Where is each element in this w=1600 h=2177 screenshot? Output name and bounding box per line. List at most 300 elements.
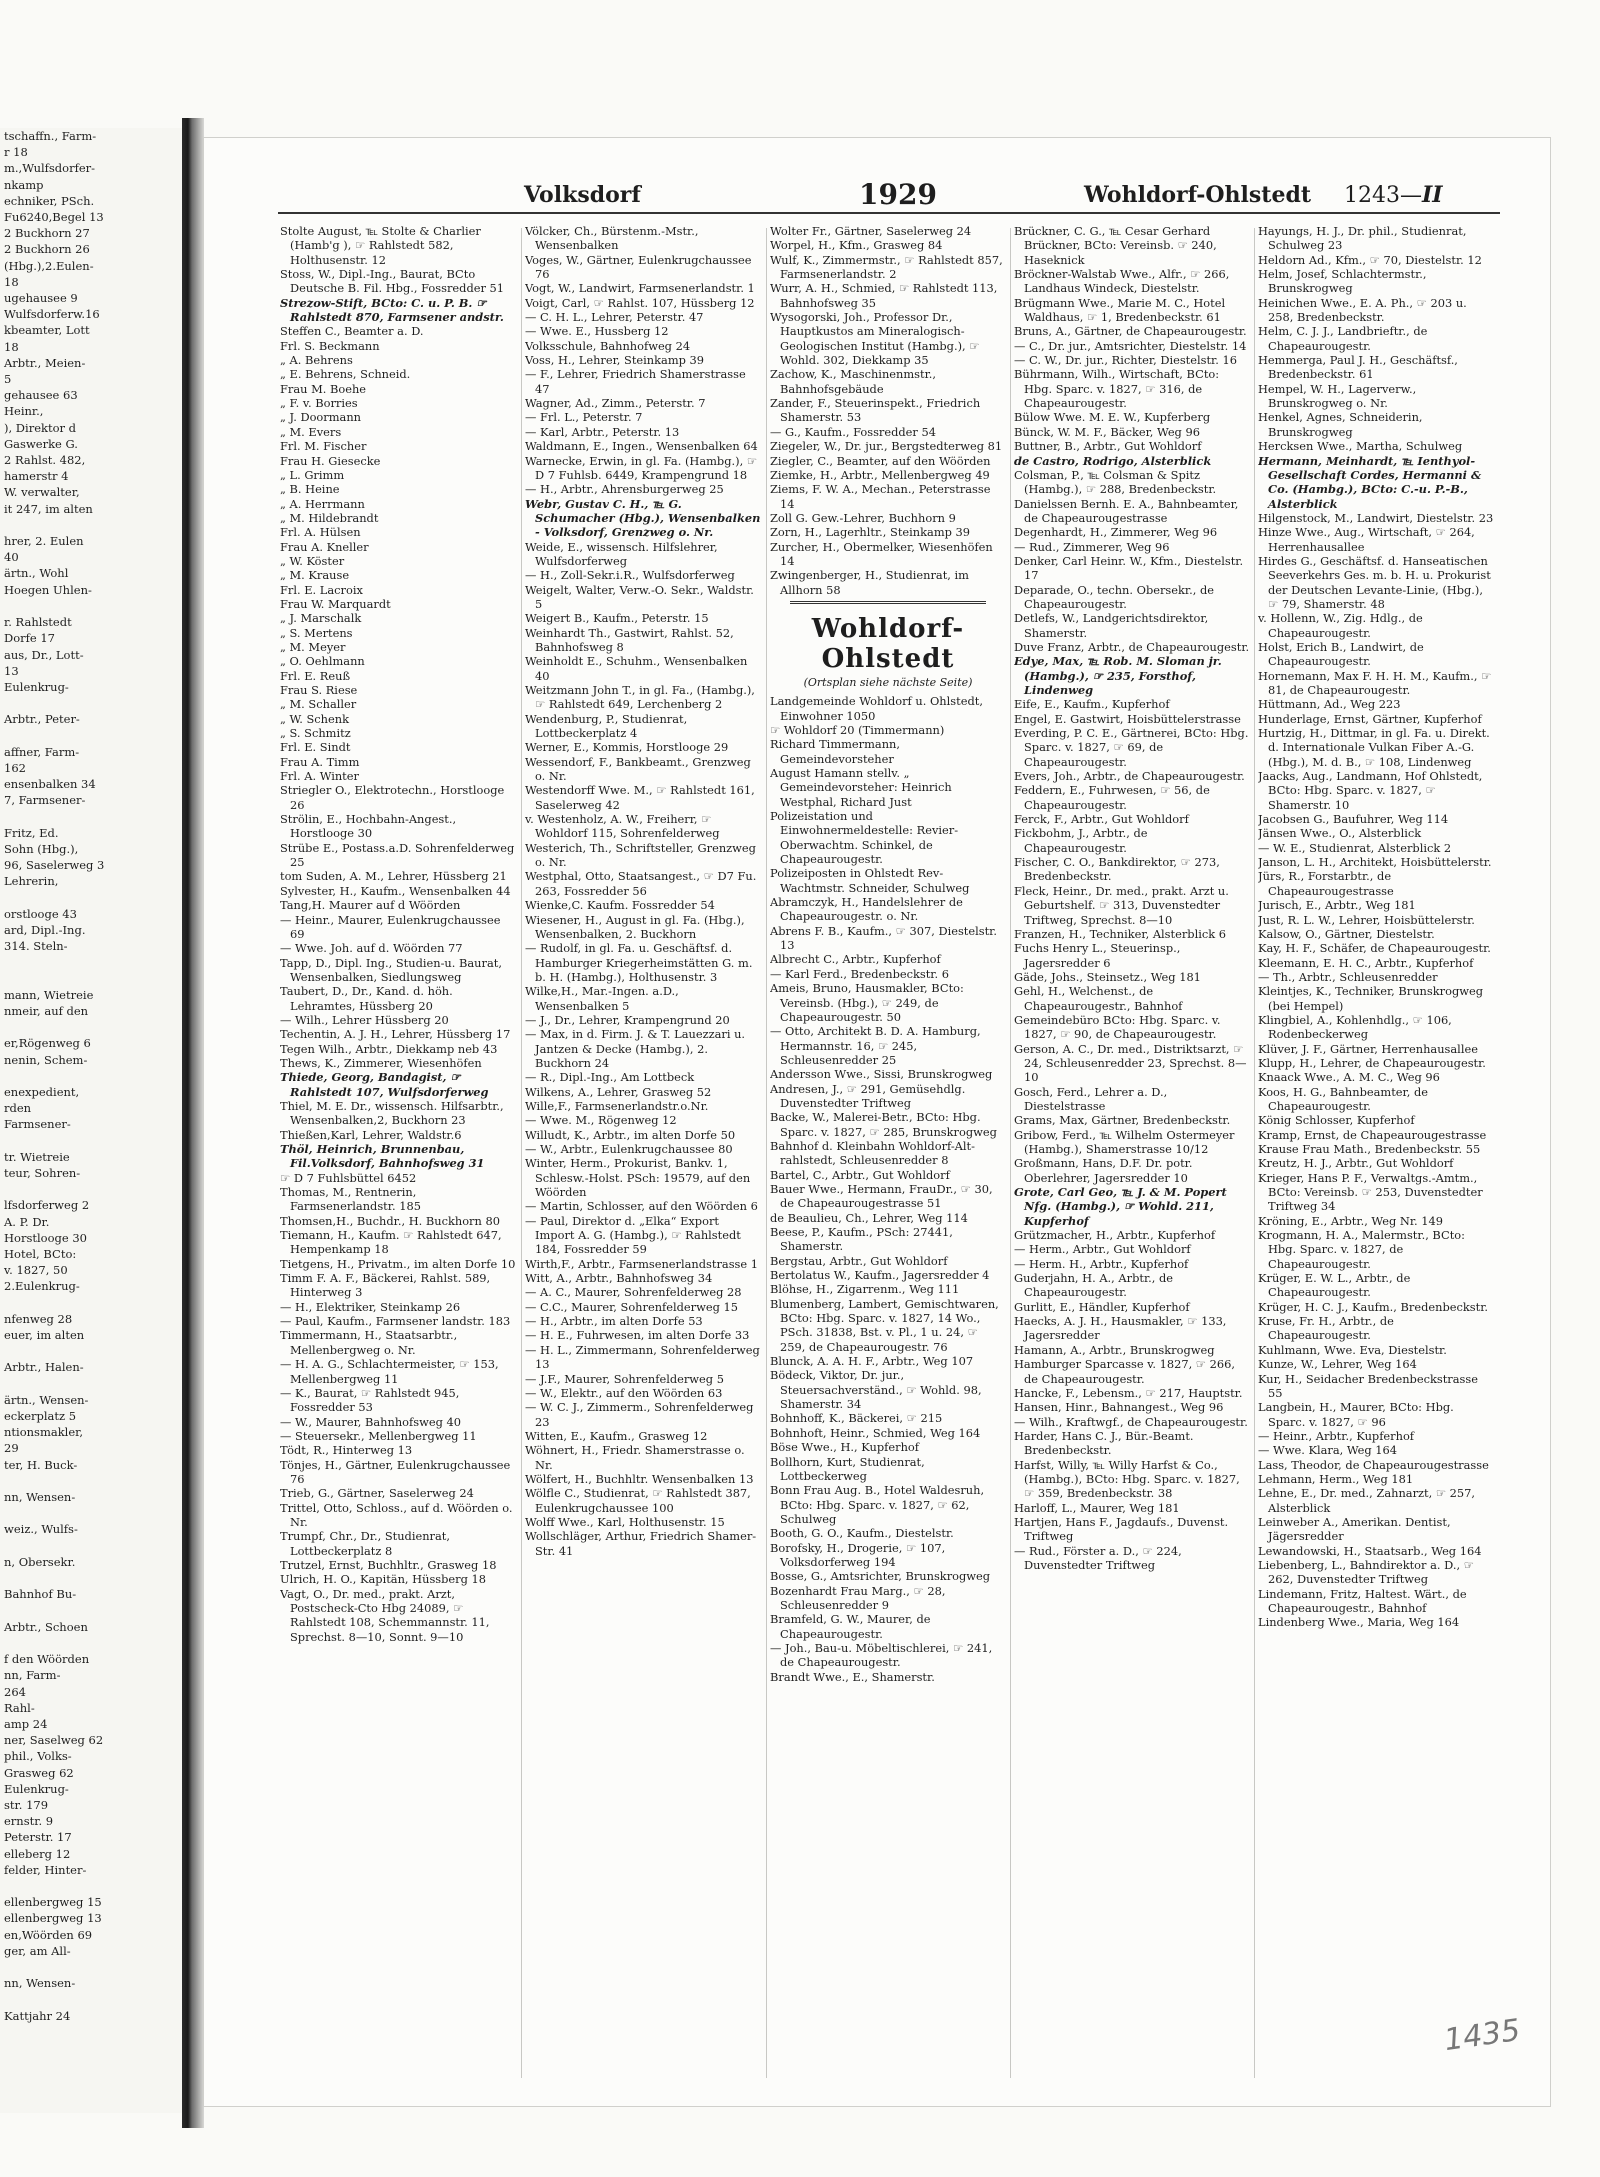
directory-entry: — Joh., Bau-u. Möbeltischlerei, ☞ 241, de Chapeaurougestr. (770, 1640, 993, 1670)
directory-entry: Timmermann, H., Staatsarbtr., Mellenbergweg o. Nr. (280, 1328, 458, 1357)
left-page-line: tschaffn., Farm- (4, 129, 97, 143)
left-page-line: ntionsmakler, (4, 1425, 84, 1440)
directory-entry: „ F. v. Borries (280, 396, 358, 411)
directory-entry: Webr, Gustav C. H., ℡ G. Schumacher (Hbg.), Wensenbalken - Volksdorf, Grenzweg o. Nr. (525, 496, 761, 540)
directory-entry: Krüger, H. C. J., Kaufm., Bredenbeckstr. (1258, 1299, 1489, 1314)
directory-entry: Kunze, W., Lehrer, Weg 164 (1258, 1357, 1417, 1372)
directory-entry: Gehl, H., Welchenst., de Chapeaurougestr., Bahnhof (1014, 984, 1183, 1013)
directory-entry: Tegen Wilh., Arbtr., Diekkamp neb 43 (280, 1041, 498, 1056)
left-page-line: nn, Wensen- (4, 1976, 76, 1991)
directory-entry: Wille,F., Farmsenerlandstr.o.Nr. (525, 1098, 709, 1113)
directory-entry: — Wwe. Klara, Weg 164 (1258, 1443, 1398, 1458)
directory-entry: Landgemeinde Wohldorf u. Ohlstedt, Einwohner 1050 (770, 694, 983, 723)
directory-entry: Westphal, Otto, Staatsangest., ☞ D7 Fu. 263, Fossredder 56 (525, 869, 757, 898)
directory-entry: Jacobsen G., Baufuhrer, Weg 114 (1258, 812, 1449, 827)
directory-entry: Kur, H., Seidacher Bredenbeckstrasse 55 (1258, 1371, 1478, 1400)
directory-entry: „ J. Marschalk (280, 611, 362, 626)
directory-entry: Lindemann, Fritz, Haltest. Wärt., de Chapeaurougestr., Bahnhof (1258, 1586, 1467, 1615)
header-page-number (1344, 182, 1443, 208)
directory-entry: — W. E., Studienrat, Alsterblick 2 (1258, 840, 1452, 855)
left-page-line: Arbtr., Peter- (4, 712, 80, 727)
directory-entry: Ziegeler, W., Dr. jur., Bergstedterweg 81 (770, 439, 1003, 454)
left-page-line: ensenbalken 34 (4, 777, 96, 792)
directory-entry: Zorn, H., Lagerhltr., Steinkamp 39 (770, 525, 971, 540)
directory-entry: Frau M. Boehe (280, 381, 367, 396)
directory-entry: Grützmacher, H., Arbtr., Kupferhof (1014, 1228, 1216, 1243)
left-page-line: nfenweg 28 (4, 1311, 73, 1326)
left-page-line (0, 1635, 182, 1651)
left-page-line: W. verwalter, (4, 485, 80, 500)
page-number-roman: II (1422, 182, 1443, 208)
directory-entry: Thöl, Heinrich, Brunnenbau, Fil.Volksdorf, Bahnhofsweg 31 (280, 1142, 485, 1171)
directory-entry: ☞ Wohldorf 20 (Timmermann) (770, 722, 945, 737)
directory-entry: Polizeiposten in Ohlstedt Rev-Wachtmstr. Schneider, Schulweg (770, 866, 970, 895)
directory-entry: Bauer Wwe., Hermann, FrauDr., ☞ 30, de Chapeaurougestrasse 51 (770, 1181, 993, 1211)
left-page-line: enexpedient, (4, 1084, 80, 1099)
column-separator (521, 228, 522, 2078)
directory-entry: Haecks, A. J. H., Hausmakler, ☞ 133, Jagersredder (1014, 1314, 1227, 1343)
directory-entry: Engel, E. Gastwirt, Hoisbüttelerstrasse (1014, 711, 1241, 726)
directory-entry: Hamann, A., Arbtr., Brunskrogweg (1014, 1342, 1215, 1357)
directory-entry: Borofsky, H., Drogerie, ☞ 107, Volksdorferweg 194 (770, 1540, 946, 1569)
directory-entry: Lehne, E., Dr. med., Zahnarzt, ☞ 257, Alsterblick (1258, 1486, 1476, 1515)
directory-entry: Langbein, H., Maurer, BCto: Hbg. Sparc. v. 1827, ☞ 96 (1258, 1400, 1454, 1429)
column-1 (280, 224, 516, 2084)
left-page-line: felder, Hinter- (4, 1862, 87, 1877)
left-page-line: ärtn., Wohl (4, 566, 69, 581)
directory-entry: Lindenberg Wwe., Maria, Weg 164 (1258, 1615, 1460, 1630)
column-separator (1010, 228, 1011, 2078)
directory-entry: — R., Dipl.-Ing., Am Lottbeck (525, 1070, 695, 1085)
directory-entry: Tönjes, H., Gärtner, Eulenkrugchaussee 76 (280, 1457, 511, 1486)
page-header (204, 138, 1550, 211)
directory-entry: Frl. A. Winter (280, 769, 359, 784)
left-page-line (0, 1991, 182, 2007)
directory-entry: Timm F. A. F., Bäckerei, Rahlst. 589, Hinterweg 3 (280, 1271, 491, 1300)
left-page-line (0, 1295, 182, 1311)
directory-entry: Hinze Wwe., Aug., Wirtschaft, ☞ 264, Herrenhausallee (1258, 525, 1475, 554)
directory-entry: „ B. Heine (280, 482, 340, 497)
header-rule (278, 212, 1500, 214)
directory-entry: Krogmann, H. A., Malermstr., BCto: Hbg. Sparc. v. 1827, de Chapeaurougestr. (1258, 1228, 1466, 1271)
directory-entry: Helm, C. J. J., Landbrieftr., de Chapeaurougestr. (1258, 324, 1428, 353)
left-page-line: Dorfe 17 (4, 631, 55, 646)
column-separator (766, 228, 767, 2078)
directory-entry: Fischer, C. O., Bankdirektor, ☞ 273, Bredenbeckstr. (1014, 855, 1220, 884)
left-page-line: r 18 (4, 145, 28, 160)
left-page-line: er,Rögenweg 6 (4, 1036, 91, 1051)
directory-entry: Fleck, Heinr., Dr. med., prakt. Arzt u. Geburtshelf. ☞ 313, Duvenstedter Triftweg, Sprechst. 8—10 (1014, 883, 1229, 927)
directory-entry: Wagner, Ad., Zimm., Peterstr. 7 (525, 396, 706, 411)
directory-entry: Wolter Fr., Gärtner, Saselerweg 24 (770, 224, 972, 238)
directory-entry: Wölfert, H., Buchhltr. Wensenbalken 13 (525, 1471, 754, 1486)
left-page-line: 29 (4, 1441, 19, 1456)
directory-entry: Kramp, Ernst, de Chapeaurougestrasse (1258, 1127, 1487, 1142)
directory-entry: Koos, H. G., Bahnbeamter, de Chapeaurougestr. (1258, 1084, 1428, 1113)
left-page-line: 314. Steln- (4, 939, 68, 954)
directory-entry: „ M. Schaller (280, 697, 357, 712)
directory-entry: Westerich, Th., Schriftsteller, Grenzweg o. Nr. (525, 840, 756, 870)
directory-entry: Gäde, Johs., Steinsetz., Weg 181 (1014, 969, 1201, 984)
directory-entry: Thomas, M., Rentnerin, Farmsenerlandstr. 185 (280, 1185, 421, 1214)
directory-entry: Frau W. Marquardt (280, 596, 391, 611)
directory-entry: Jänsen Wwe., O., Alsterblick (1258, 826, 1422, 841)
directory-entry: Fuchs Henry L., Steuerinsp., Jagersredder 6 (1014, 941, 1181, 970)
directory-entry: Blöhse, H., Zigarrenm., Weg 111 (770, 1282, 960, 1297)
left-page-line: Peterstr. 17 (4, 1830, 72, 1845)
directory-entry: Colsman, P., ℡ Colsman & Spitz (Hambg.), ☞ 288, Bredenbeckstr. (1014, 467, 1217, 497)
header-right-title: Wohldorf-Ohlstedt (1084, 182, 1312, 208)
directory-entry: „ M. Evers (280, 424, 342, 439)
left-page-line: tr. Wietreie (4, 1149, 70, 1164)
left-page-line: Fritz, Ed. (4, 825, 59, 840)
left-page-line: ernstr. 9 (4, 1814, 54, 1829)
left-page-line: aus, Dr., Lott- (4, 647, 84, 662)
directory-entry: Gemeindebüro BCto: Hbg. Sparc. v. 1827, ☞ 90, de Chapeaurougestr. (1014, 1012, 1221, 1042)
directory-entry: Tang,H. Maurer auf d Wöörden (280, 898, 461, 913)
directory-entry: Krieger, Hans P. F., Verwaltgs.-Amtm., BCto: Vereinsb. ☞ 253, Duvenstedter Triftweg 34 (1258, 1170, 1483, 1214)
left-page-line: 7, Farmsener- (4, 793, 86, 808)
directory-entry: Weigelt, Walter, Verw.-O. Sekr., Waldstr. 5 (525, 582, 754, 611)
directory-entry: Krause Frau Math., Bredenbeckstr. 55 (1258, 1142, 1481, 1156)
directory-entry: Detlefs, W., Landgerichtsdirektor, Shamerstr. (1014, 611, 1209, 640)
left-page-line (0, 971, 182, 987)
directory-entry: Holst, Erich B., Landwirt, de Chapeaurougestr. (1258, 639, 1424, 669)
directory-entry: Wolff Wwe., Karl, Holthusenstr. 15 (525, 1514, 725, 1529)
directory-entry: Techentin, A. J. H., Lehrer, Hüssberg 17 (280, 1027, 511, 1042)
directory-entry: Bruns, A., Gärtner, de Chapeaurougestr. (1014, 324, 1247, 339)
left-page-line: kbeamter, Lott (4, 323, 90, 338)
directory-entry: Gerson, A. C., Dr. med., Distriktsarzt, ☞ 24, Schleusenredder 23, Sprechst. 8—10 (1014, 1041, 1247, 1085)
directory-entry: Heldorn Ad., Kfm., ☞ 70, Diestelstr. 12 (1258, 252, 1482, 267)
left-page-line: 18 (4, 339, 19, 354)
directory-entry: Wiesener, H., August in gl. Fa. (Hbg.), Wensenbalken, 2. Buckhorn (525, 912, 745, 941)
column-3 (770, 224, 1006, 2084)
directory-entry: Frau A. Timm (280, 754, 360, 769)
directory-entry: Bröckner-Walstab Wwe., Alfr., ☞ 266, Landhaus Windeck, Diestelstr. (1014, 267, 1230, 296)
directory-entry: Hartjen, Hans F., Jagdaufs., Duvenst. Triftweg (1014, 1514, 1229, 1544)
directory-entry: Deparade, O., techn. Obersekr., de Chapeaurougestr. (1014, 582, 1215, 611)
directory-entry: Klingbiel, A., Kohlenhdlg., ☞ 106, Rodenbeckerweg (1258, 1012, 1452, 1042)
directory-entry: Thiel, M. E. Dr., wissensch. Hilfsarbtr., Wensenbalken,2, Buckhorn 23 (280, 1098, 504, 1128)
directory-entry: Stolte August, ℡ Stolte & Charlier (Hamb'g ), ☞ Rahlstedt 582, Holthusenstr. 12 (280, 224, 481, 267)
directory-entry: — Rud., Förster a. D., ☞ 224, Duvenstedter Triftweg (1014, 1543, 1182, 1572)
left-page-line: Wulfsdorferw.16 (4, 307, 100, 322)
directory-entry: „ M. Hildebrandt (280, 510, 379, 525)
directory-entry: v. Westenholz, A. W., Freiherr, ☞ Wohldorf 115, Sohrenfelderweg (525, 812, 720, 841)
directory-entry: Thiede, Georg, Bandagist, ☞ Rahlstedt 107, Wulfsdorferweg (280, 1070, 489, 1099)
directory-entry: Jürs, R., Forstarbtr., de Chapeaurougestrasse (1258, 869, 1394, 898)
directory-entry: Wollschläger, Arthur, Friedrich Shamer-Str. 41 (525, 1529, 757, 1558)
left-page-line (0, 1473, 182, 1489)
directory-entry: Harder, Hans C. J., Bür.-Beamt. Bredenbeckstr. (1014, 1428, 1194, 1458)
left-page-line: m.,Wulfsdorfer- (4, 161, 96, 176)
directory-entry: Franzen, H., Techniker, Alsterblick 6 (1014, 926, 1227, 941)
left-page-line: 162 (4, 760, 26, 775)
directory-entry: Weigert B., Kaufm., Peterstr. 15 (525, 611, 709, 626)
directory-entry: — Wwe. E., Hussberg 12 (525, 324, 669, 339)
directory-entry: — Otto, Architekt B. D. A. Hamburg, Hermannstr. 16, ☞ 245, Schleusenredder 25 (770, 1024, 981, 1067)
directory-entry: Bonn Frau Aug. B., Hotel Waldesruh, BCto: Hbg. Sparc. v. 1827, ☞ 62, Schulweg (770, 1483, 985, 1526)
directory-entry: Abrens F. B., Kaufm., ☞ 307, Diestelstr. 13 (770, 923, 997, 953)
left-page-line: Eulenkrug- (4, 679, 69, 694)
left-page-line: hamerstr 4 (4, 469, 69, 484)
left-page-line: Arbtr., Schoen (4, 1619, 88, 1634)
left-page-line: v. 1827, 50 (4, 1263, 68, 1278)
directory-entry: „ M. Krause (280, 568, 350, 583)
left-page-line (0, 517, 182, 533)
directory-entry: Hilgenstock, M., Landwirt, Diestelstr. 23 (1258, 510, 1494, 525)
directory-entry: — Herm. H., Arbtr., Kupferhof (1014, 1256, 1189, 1271)
left-page-line: euer, im alten (4, 1328, 85, 1343)
directory-entry: Frl. E. Lacroix (280, 582, 363, 597)
directory-entry: — Rudolf, in gl. Fa. u. Geschäftsf. d. Hamburger Kriegerheimstätten G. m. b. H. (Hambg.), Holthusenstr. 3 (525, 941, 753, 984)
directory-entry: Beese, P., Kaufm., PSch: 27441, Shamerstr. (770, 1225, 953, 1254)
left-page-line: nenin, Schem- (4, 1052, 88, 1067)
directory-entry: Bohnhoff, K., Bäckerei, ☞ 215 (770, 1411, 943, 1426)
directory-entry: „ A. Behrens (280, 353, 353, 368)
directory-entry: — Steuersekr., Mellenbergweg 11 (280, 1428, 477, 1443)
left-page-line: amp 24 (4, 1716, 48, 1731)
directory-entry: Voigt, Carl, ☞ Rahlst. 107, Hüssberg 12 (525, 295, 755, 310)
left-page-line: ger, am All- (4, 1943, 71, 1958)
directory-entry: Evers, Joh., Arbtr., de Chapeaurougestr. (1014, 769, 1245, 784)
left-page-line: (Hbg.),2.Eulen- (4, 258, 94, 273)
directory-entry: Voss, H., Lehrer, Steinkamp 39 (525, 353, 705, 368)
directory-entry: Booth, G. O., Kaufm., Diestelstr. (770, 1526, 954, 1541)
directory-entry: Wirth,F., Arbtr., Farmsenerlandstrasse 1 (525, 1256, 759, 1271)
left-page-fragment (0, 128, 182, 2113)
directory-entry: Lehmann, Herm., Weg 181 (1258, 1471, 1414, 1486)
directory-entry: — H. L., Zimmermann, Sohrenfelderweg 13 (525, 1342, 760, 1372)
directory-entry: Waldmann, E., Ingen., Wensenbalken 64 (525, 439, 758, 454)
directory-entry: — H., Arbtr., im alten Dorfe 53 (525, 1314, 703, 1329)
left-page-line (0, 1538, 182, 1554)
directory-entry: — F., Lehrer, Friedrich Shamerstrasse 47 (525, 367, 746, 396)
left-page-line: Horstlooge 30 (4, 1230, 87, 1245)
directory-entry: — H., Zoll-Sekr.i.R., Wulfsdorferweg (525, 568, 735, 583)
directory-entry: Tapp, D., Dipl. Ing., Studien-u. Baurat, Wensenbalken, Siedlungsweg (280, 955, 502, 984)
directory-entry: — W., Arbtr., Eulenkrugchaussee 80 (525, 1142, 733, 1156)
directory-entry: Wurr, A. H., Schmied, ☞ Rahlstedt 113, Bahnhofsweg 35 (770, 281, 998, 310)
directory-entry: Klüver, J. F., Gärtner, Herrenhausallee (1258, 1041, 1478, 1056)
directory-entry: Gurlitt, E., Händler, Kupferhof (1014, 1299, 1190, 1314)
directory-entry: Zurcher, H., Obermelker, Wiesenhöfen 14 (770, 539, 993, 568)
directory-entry: Trieb, G., Gärtner, Saselerweg 24 (280, 1486, 474, 1501)
left-page-line: Fu6240,Begel 13 (4, 210, 104, 225)
directory-entry: Hirdes G., Geschäftsf. d. Hanseatischen Seeverkehrs Ges. m. b. H. u. Prokurist der Deutschen Levante-Linie, (Hbg.), ☞ 79, Shamerstr. 48 (1258, 553, 1491, 611)
section-title-line-2: Ohlstedt (821, 643, 955, 674)
left-page-line: ner, Saselweg 62 (4, 1733, 104, 1748)
left-page-line: 2 Rahlst. 482, (4, 453, 86, 468)
directory-entry: Hermann, Meinhardt, ℡ Ienthyol-Gesellschaft Cordes, Hermanni & Co. (Hambg.), BCto: C.-u. P.-B., Alsterblick (1258, 453, 1482, 511)
directory-entry: Lass, Theodor, de Chapeaurougestrasse (1258, 1457, 1489, 1472)
left-page-line (0, 1376, 182, 1392)
left-page-line: f den Wöörden (4, 1652, 90, 1667)
directory-entry: Hornemann, Max F. H. H. M., Kaufm., ☞ 81, de Chapeaurougestr. (1258, 668, 1492, 697)
directory-entry: Kalsow, O., Gärtner, Diestelstr. (1258, 926, 1435, 941)
directory-entry: Brügmann Wwe., Marie M. C., Hotel Waldhaus, ☞ 1, Bredenbeckstr. 61 (1014, 295, 1226, 325)
directory-entry: Steffen C., Beamter a. D. (280, 324, 424, 339)
left-page-line: ard, Dipl.-Ing. (4, 922, 86, 937)
directory-entry: — H. A. G., Schlachtermeister, ☞ 153, Mellenbergweg 11 (280, 1357, 499, 1386)
directory-entry: — H. E., Fuhrwesen, im alten Dorfe 33 (525, 1328, 750, 1343)
left-page-line: r. Rahlstedt (4, 615, 72, 630)
directory-entry: — J.F., Maurer, Sohrenfelderweg 5 (525, 1371, 724, 1386)
left-page-line (0, 809, 182, 825)
directory-entry: — H., Elektriker, Steinkamp 26 (280, 1299, 461, 1314)
directory-entry: Bünck, W. M. F., Bäcker, Weg 96 (1014, 424, 1200, 439)
directory-entry: Knaack Wwe., A. M. C., Weg 96 (1258, 1070, 1440, 1085)
left-page-line (0, 1602, 182, 1618)
directory-entry: — Heinr., Maurer, Eulenkrugchaussee 69 (280, 912, 501, 941)
left-page-line (0, 890, 182, 906)
directory-entry: Bartel, C., Arbtr., Gut Wohldorf (770, 1167, 950, 1182)
directory-entry: Trutzel, Ernst, Buchhltr., Grasweg 18 (280, 1557, 497, 1572)
directory-entry: Bohnhoft, Heinr., Schmied, Weg 164 (770, 1425, 981, 1440)
directory-entry: Wöhnert, H., Friedr. Shamerstrasse o. Nr. (525, 1443, 745, 1472)
directory-entry: Willudt, K., Arbtr., im alten Dorfe 50 (525, 1127, 736, 1142)
directory-entry: Leinweber A., Amerikan. Dentist, Jägersredder (1258, 1514, 1451, 1544)
directory-entry: Kruse, Fr. H., Arbtr., de Chapeaurougestr. (1258, 1314, 1394, 1343)
directory-entry: Thießen,Karl, Lehrer, Waldstr.6 (280, 1127, 462, 1142)
directory-entry: Henkel, Agnes, Schneiderin, Brunskrogweg (1258, 410, 1423, 439)
left-page-line: A. P. Dr. (4, 1214, 50, 1229)
left-page-line: Farmsener- (4, 1117, 71, 1132)
directory-entry: Buttner, B., Arbtr., Gut Wohldorf (1014, 439, 1202, 454)
left-page-line: Heinr., (4, 404, 44, 419)
left-page-line: affner, Farm- (4, 744, 80, 759)
directory-entry: Trumpf, Chr., Dr., Studienrat, Lottbeckerplatz 8 (280, 1529, 450, 1558)
directory-entry: Trittel, Otto, Schloss., auf d. Wöörden o. Nr. (280, 1500, 513, 1529)
left-page-line: en,Wöörden 69 (4, 1927, 93, 1942)
directory-entry: Just, R. L. W., Lehrer, Hoisbüttelerstr. (1258, 912, 1475, 927)
left-page-line: Arbtr., Meien- (4, 355, 86, 370)
directory-entry: Bülow Wwe. M. E. W., Kupferberg (1014, 410, 1211, 425)
directory-entry: Brandt Wwe., E., Shamerstr. (770, 1669, 935, 1684)
directory-entry: Fickbohm, J., Arbtr., de Chapeaurougestr. (1014, 826, 1148, 855)
directory-entry: Backe, W., Malerei-Betr., BCto: Hbg. Sparc. v. 1827, ☞ 285, Brunskrogweg (770, 1110, 997, 1139)
directory-entry: Kreutz, H. J., Arbtr., Gut Wohldorf (1258, 1156, 1454, 1171)
directory-entry: Frau H. Giesecke (280, 453, 381, 468)
left-page-line: Kattjahr 24 (4, 2008, 71, 2023)
left-page-line: lfsdorferweg 2 (4, 1198, 90, 1213)
left-page-line: weiz., Wulfs- (4, 1522, 78, 1537)
section-rule (790, 601, 986, 604)
left-page-line: nn, Wensen- (4, 1490, 76, 1505)
left-page-line: ), Direktor d (4, 420, 77, 435)
left-page-line: phil., Volks- (4, 1749, 72, 1764)
left-page-line: 5 (4, 372, 12, 387)
directory-page (204, 138, 1550, 2106)
left-page-line: teur, Sohren- (4, 1166, 81, 1180)
left-page-line (0, 1959, 182, 1975)
directory-entry: Werner, E., Kommis, Horstlooge 29 (525, 740, 729, 755)
directory-entry: Frl. S. Beckmann (280, 338, 380, 353)
directory-entry: Feddern, E., Fuhrwesen, ☞ 56, de Chapeaurougestr. (1014, 783, 1210, 812)
directory-entry: Kuhlmann, Wwe. Eva, Diestelstr. (1258, 1342, 1447, 1357)
directory-entry: — Martin, Schlosser, auf den Wöörden 6 (525, 1199, 758, 1214)
directory-entry: Ameis, Bruno, Hausmakler, BCto: Vereinsb. (Hbg.), ☞ 249, de Chapeaurougestr. 50 (770, 981, 964, 1024)
directory-entry: „ O. Oehlmann (280, 654, 365, 669)
pencil-note: 1435 (1441, 2012, 1523, 2059)
left-page-line (0, 598, 182, 614)
directory-entry: — Wilh., Lehrer Hüssberg 20 (280, 1012, 449, 1027)
directory-entry: Hercksen Wwe., Martha, Schulweg (1258, 439, 1463, 454)
directory-entry: Thews, K., Zimmerer, Wiesenhöfen (280, 1055, 482, 1070)
directory-entry: — Herm., Arbtr., Gut Wohldorf (1014, 1242, 1191, 1257)
directory-entry: Tietgens, H., Privatm., im alten Dorfe 10 (280, 1256, 516, 1271)
left-page-line (0, 1133, 182, 1149)
column-4 (1014, 224, 1250, 2084)
directory-entry: Gosch, Ferd., Lehrer a. D., Diestelstrasse (1014, 1084, 1168, 1113)
left-page-line: Bahnhof Bu- (4, 1587, 77, 1602)
left-page-line: Hoegen Uhlen- (4, 582, 92, 597)
left-page-line: n, Obersekr. (4, 1554, 76, 1569)
left-page-line: 96, Saselerweg 3 (4, 858, 105, 873)
directory-entry: — Karl, Arbtr., Peterstr. 13 (525, 424, 680, 439)
left-page-line: Hotel, BCto: (4, 1247, 77, 1262)
directory-entry: „ E. Behrens, Schneid. (280, 367, 411, 382)
directory-entry: Wienke,C. Kaufm. Fossredder 54 (525, 898, 715, 913)
left-page-line (0, 728, 182, 744)
directory-entry: — C., Dr. jur., Amtsrichter, Diestelstr. 14 (1014, 338, 1247, 353)
directory-entry: — Wilh., Kraftwgf., de Chapeaurougestr. (1014, 1414, 1248, 1429)
directory-entry: Bührmann, Wilh., Wirtschaft, BCto: Hbg. Sparc. v. 1827, ☞ 316, de Chapeaurougestr. (1014, 367, 1220, 411)
directory-entry: Strölin, E., Hochbahn-Angest., Horstlooge 30 (280, 812, 457, 841)
left-page-line: Gaswerke G. (4, 436, 78, 451)
directory-entry: Frl. E. Sindt (280, 740, 351, 755)
directory-entry: Abramczyk, H., Handelslehrer de Chapeaurougestr. o. Nr. (770, 895, 963, 924)
directory-entry: — A. C., Maurer, Sohrenfelderweg 28 (525, 1285, 742, 1300)
directory-entry: — Th., Arbtr., Schleusenredder (1258, 969, 1438, 984)
directory-entry: König Schlosser, Kupferhof (1258, 1113, 1415, 1128)
left-page-line: Arbtr., Halen- (4, 1360, 84, 1375)
directory-entry: Heinichen Wwe., E. A. Ph., ☞ 203 u. 258, Bredenbeckstr. (1258, 295, 1467, 325)
directory-entry: Zoll G. Gew.-Lehrer, Buchhorn 9 (770, 510, 956, 525)
directory-entry: „ W. Köster (280, 553, 345, 568)
directory-entry: Grams, Max, Gärtner, Bredenbeckstr. (1014, 1113, 1231, 1128)
directory-entry: Wilke,H., Mar.-Ingen. a.D., Wensenbalken 5 (525, 984, 679, 1013)
directory-entry: Albrecht C., Arbtr., Kupferhof (770, 952, 941, 967)
directory-entry: Zwingenberger, H., Studienrat, im Allhorn 58 (770, 568, 969, 597)
directory-entry: Sylvester, H., Kaufm., Wensenbalken 44 (280, 883, 511, 898)
directory-entry: Witt, A., Arbtr., Bahnhofsweg 34 (525, 1271, 713, 1286)
left-page-line (0, 1019, 182, 1035)
left-page-line: hrer, 2. Eulen (4, 534, 84, 549)
left-page-line: 2 Buckhorn 26 (4, 242, 90, 257)
left-page-line: 2.Eulenkrug- (4, 1279, 80, 1294)
directory-entry: Gribow, Ferd., ℡ Wilhelm Ostermeyer (Hambg.), Shamerstrasse 10/12 (1014, 1127, 1235, 1156)
left-page-line: echniker, PSch. (4, 193, 95, 208)
directory-entry: Ziems, F. W. A., Mechan., Peterstrasse 14 (770, 482, 991, 511)
directory-entry: Hüttmann, Ad., Weg 223 (1258, 697, 1401, 712)
directory-entry: — Wwe. Joh. auf d. Wöörden 77 (280, 941, 463, 956)
directory-entry: „ A. Herrmann (280, 496, 365, 511)
directory-entry: Hempel, W. H., Lagerverw., Brunskrogweg o. Nr. (1258, 381, 1417, 411)
book-gutter (182, 118, 204, 2128)
directory-entry: „ L. Grimm (280, 467, 345, 482)
directory-entry: Bramfeld, G. W., Maurer, de Chapeaurougestr. (770, 1612, 931, 1641)
left-page-line: ter, H. Buck- (4, 1457, 78, 1472)
directory-entry: Helm, Josef, Schlachtermstr., Brunskrogweg (1258, 267, 1427, 296)
directory-entry: Bergstau, Arbtr., Gut Wohldorf (770, 1253, 948, 1268)
left-page-line: Grasweg 62 (4, 1765, 74, 1780)
directory-entry: Hancke, F., Lebensm., ☞ 217, Hauptstr. (1014, 1385, 1243, 1400)
directory-entry: Harfst, Willy, ℡ Willy Harfst & Co., (Hambg.), BCto: Hbg. Sparc. v. 1827, ☞ 359, Bredenbeckstr. 38 (1014, 1457, 1240, 1501)
directory-entry: Bertolatus W., Kaufm., Jagersredder 4 (770, 1268, 990, 1283)
directory-entry: Strübe E., Postass.a.D. Sohrenfelderweg 25 (280, 840, 515, 870)
